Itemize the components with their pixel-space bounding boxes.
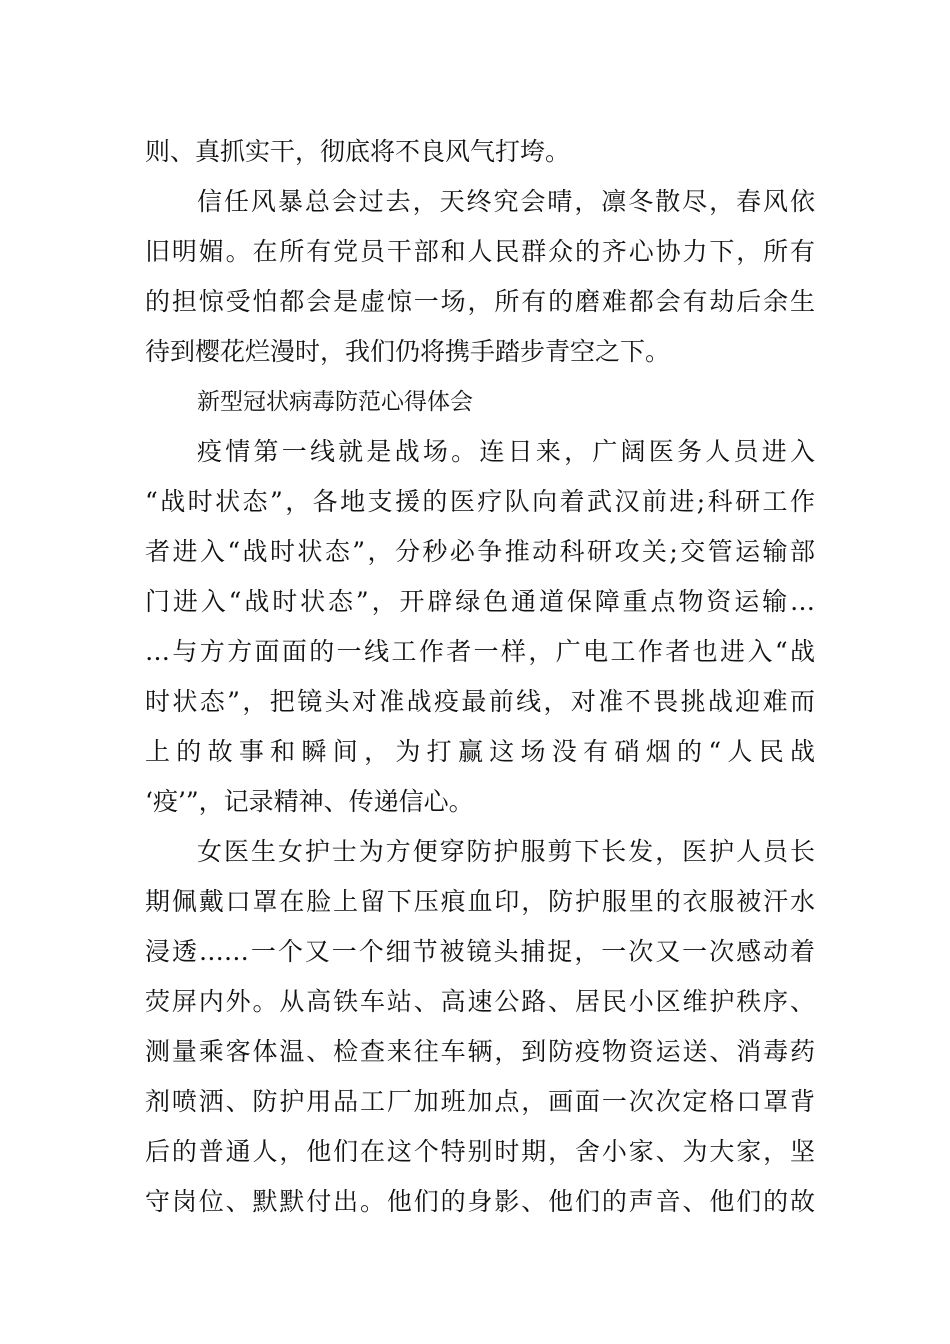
text-line: 时状态”，把镜头对准战疫最前线，对准不畏挑战迎难而: [145, 687, 815, 716]
text-line: 后的普通人，他们在这个特别时期，舍小家、为大家，坚: [145, 1137, 815, 1166]
text-line: 期佩戴口罩在脸上留下压痕血印，防护服里的衣服被汗水: [145, 887, 815, 916]
text-line: 剂喷洒、防护用品工厂加班加点，画面一次次定格口罩背: [145, 1087, 815, 1116]
text-line: 荧屏内外。从高铁车站、高速公路、居民小区维护秩序、: [145, 987, 815, 1016]
text-line: 上的故事和瞬间，为打赢这场没有硝烟的“人民战: [145, 737, 815, 766]
text-line: ‘疫’”，记录精神、传递信心。: [145, 787, 474, 816]
text-line: …与方方面面的一线工作者一样，广电工作者也进入“战: [145, 637, 815, 666]
text-line: “战时状态”，各地支援的医疗队向着武汉前进;科研工作: [145, 487, 815, 516]
text-line: 浸透……一个又一个细节被镜头捕捉，一次又一次感动着: [145, 937, 815, 966]
text-line: 守岗位、默默付出。他们的身影、他们的声音、他们的故: [145, 1187, 815, 1216]
section-heading: 新型冠状病毒防范心得体会: [197, 389, 473, 415]
text-line: 疫情第一线就是战场。连日来，广阔医务人员进入: [197, 437, 815, 466]
text-line: 信任风暴总会过去，天终究会晴，凛冬散尽，春风依: [197, 187, 815, 216]
text-line: 的担惊受怕都会是虚惊一场，所有的磨难都会有劫后余生: [145, 287, 815, 316]
text-line: 门进入“战时状态”，开辟绿色通道保障重点物资运输…: [145, 587, 815, 616]
text-line: 测量乘客体温、检查来往车辆，到防疫物资运送、消毒药: [145, 1037, 815, 1066]
text-line: 女医生女护士为方便穿防护服剪下长发，医护人员长: [197, 837, 815, 866]
text-line: 待到樱花烂漫时，我们仍将携手踏步青空之下。: [145, 337, 671, 366]
text-line: 旧明媚。在所有党员干部和人民群众的齐心协力下，所有: [145, 237, 815, 266]
text-line: 则、真抓实干，彻底将不良风气打垮。: [145, 137, 571, 166]
text-line: 者进入“战时状态”，分秒必争推动科研攻关;交管运输部: [145, 537, 815, 566]
